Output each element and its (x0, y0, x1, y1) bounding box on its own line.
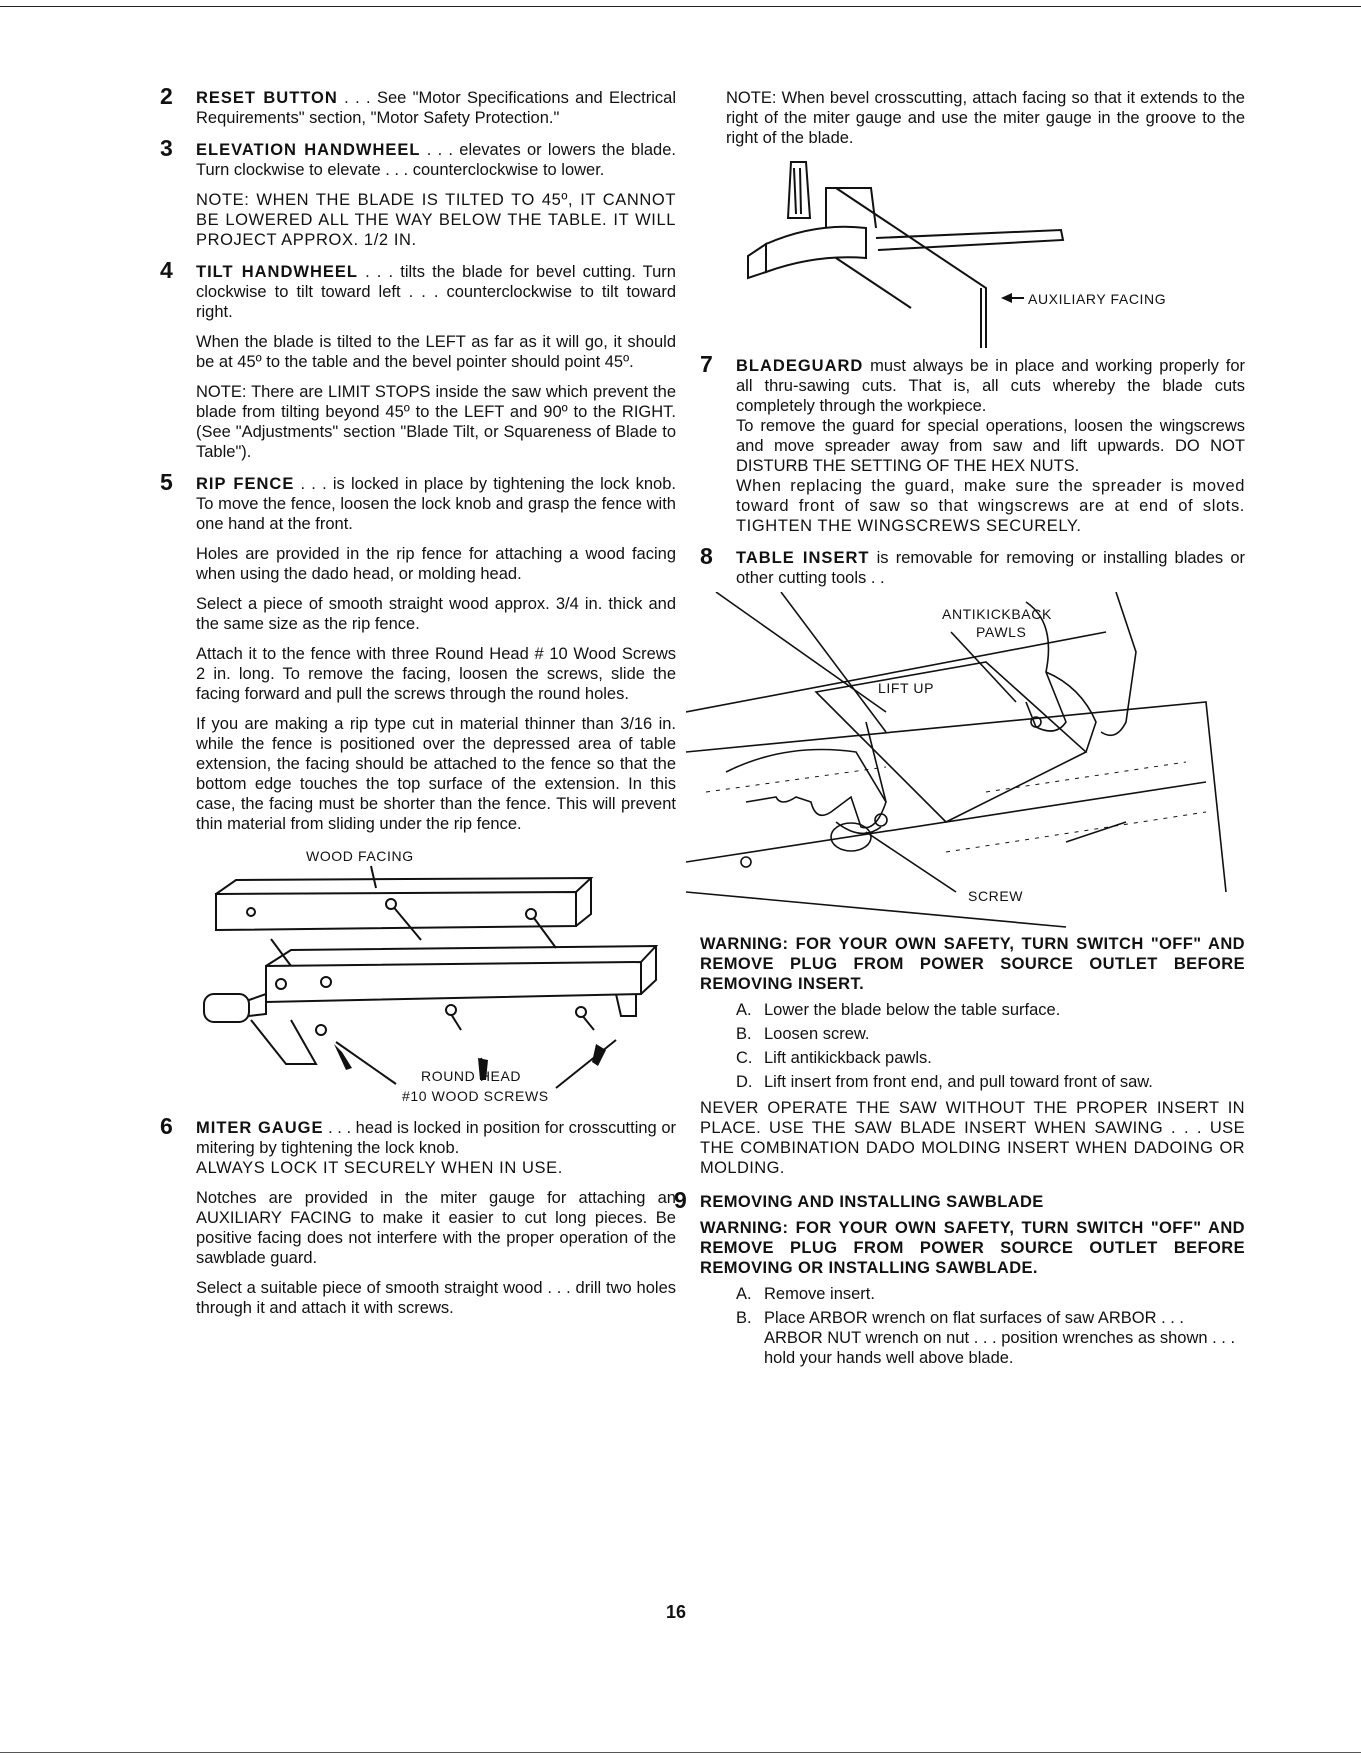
section-number: 4 (160, 257, 173, 283)
bladeguard-paragraph: To remove the guard for special operations, loosen the wingscrews and move spreader away from saw and lift upwards. DO NOT DISTURB THE SETTING OF THE HEX NUTS. (736, 417, 1245, 475)
step-letter: C. (736, 1049, 753, 1067)
round-head-label: ROUND HEAD (421, 1068, 522, 1084)
section-number: 5 (160, 469, 173, 495)
section-table-insert (700, 543, 1245, 588)
top-rule (0, 6, 1361, 7)
insert-steps (700, 1000, 1245, 1092)
sawblade-steps (700, 1284, 1245, 1368)
section-rip-fence (160, 469, 676, 1106)
step-text: Lift antikickback pawls. (764, 1049, 932, 1067)
section-paragraph (736, 548, 1245, 588)
section-heading: REMOVING AND INSTALLING SAWBLADE (700, 1193, 1044, 1211)
never-operate-warning: NEVER OPERATE THE SAW WITHOUT THE PROPER INSERT IN PLACE. USE THE SAW BLADE INSERT WHEN SAWING . . . USE THE COMBINATION DADO MOLDING INSERT WHEN DADOING OR MOLDING. (700, 1099, 1245, 1177)
section-miter-gauge (160, 1113, 676, 1318)
section-reset-button (160, 83, 676, 128)
section-paragraph (196, 1118, 676, 1158)
section-heading: RESET BUTTON (196, 89, 338, 107)
section-heading: ELEVATION HANDWHEEL (196, 141, 421, 159)
bevel-crosscut-note: NOTE: When bevel crosscutting, attach facing so that it extends to the right of the miter gauge and use the miter gauge in the groove to the right of the blade. (726, 89, 1245, 147)
miter-paragraph: Notches are provided in the miter gauge for attaching an AUXILIARY FACING to make it easier to cut long pieces. Be positive facing does not interfere with the proper operation of the sawblade guard. (196, 1189, 676, 1267)
rip-fence-figure (196, 844, 676, 1106)
section-number: 8 (700, 543, 713, 569)
wood-screws-label: #10 WOOD SCREWS (402, 1088, 549, 1104)
step-text: Remove insert. (764, 1285, 875, 1303)
section-body: . . . elevates or lowers the blade. Turn clockwise to elevate . . . counterclockwise to lower. (196, 141, 676, 179)
list-item (736, 1024, 1245, 1044)
section-paragraph (196, 474, 676, 534)
tilt-paragraph: When the blade is tilted to the LEFT as far as it will go, it should be at 45º to the table and the bevel pointer should point 45º. (196, 333, 676, 371)
insert-warning: WARNING: FOR YOUR OWN SAFETY, TURN SWITCH "OFF" AND REMOVE PLUG FROM POWER SOURCE OUTLET BEFORE REMOVING INSERT. (700, 935, 1245, 993)
miter-gauge-illustration (726, 158, 1246, 348)
section-number: 7 (700, 351, 713, 377)
section-body: . . . is locked in place by tightening the lock knob. To move the fence, loosen the lock knob and grasp the fence with one hand at the front. (196, 475, 676, 533)
section-bladeguard (700, 351, 1245, 536)
section-number: 6 (160, 1113, 173, 1139)
section-removing-sawblade (674, 1187, 1245, 1368)
table-insert-figure (686, 592, 1231, 932)
table-insert-illustration (686, 592, 1231, 932)
step-letter: A. (736, 1285, 752, 1303)
section-tilt-handwheel (160, 257, 676, 462)
rip-fence-paragraph: Attach it to the fence with three Round Head # 10 Wood Screws 2 in. long. To remove the facing, loosen the screws, slide the facing forward and pull the screws through the round holes. (196, 645, 676, 703)
right-column (674, 88, 1245, 1380)
section-number: 9 (674, 1187, 687, 1213)
step-text: Place ARBOR wrench on flat surfaces of saw ARBOR . . . ARBOR NUT wrench on nut . . . position wrenches as shown . . . hold your hands well above blade. (764, 1309, 1236, 1367)
section-paragraph (196, 262, 676, 322)
step-text: Lower the blade below the table surface. (764, 1001, 1061, 1019)
list-item (736, 1048, 1245, 1068)
antikickback-label: ANTIKICKBACK (942, 606, 1052, 622)
sawblade-warning: WARNING: FOR YOUR OWN SAFETY, TURN SWITCH "OFF" AND REMOVE PLUG FROM POWER SOURCE OUTLET BEFORE REMOVING OR INSTALLING SAWBLADE. (700, 1219, 1245, 1277)
section-paragraph (196, 140, 676, 180)
pawls-label: PAWLS (976, 624, 1027, 640)
step-letter: B. (736, 1309, 752, 1327)
section-paragraph (736, 356, 1245, 416)
step-letter: B. (736, 1025, 752, 1043)
bottom-rule (0, 1752, 1361, 1753)
section-number: 3 (160, 135, 173, 161)
section-heading: TILT HANDWHEEL (196, 263, 358, 281)
section-heading: TABLE INSERT (736, 549, 870, 567)
miter-gauge-figure (726, 158, 1246, 348)
page-number: 16 (666, 1602, 687, 1622)
rip-fence-paragraph: If you are making a rip type cut in material thinner than 3/16 in. while the fence is positioned over the depressed area of table extension, the facing should be attached to the fence so that the bottom edge touches the top surface of the extension. In this case, the facing must be shorter than the fence. This will prevent thin material from sliding under the rip fence. (196, 715, 676, 833)
section-body: . . . See "Motor Specifications and Electrical Requirements" section, "Motor Safety Protection." (196, 89, 676, 127)
section-number: 2 (160, 83, 173, 109)
step-text: Loosen screw. (764, 1025, 870, 1043)
section-heading: BLADEGUARD (736, 357, 864, 375)
miter-lock-warning: ALWAYS LOCK IT SECURELY WHEN IN USE. (196, 1159, 563, 1177)
left-column (160, 83, 676, 1330)
section-body: must always be in place and working properly for all thru-sawing cuts. That is, all cuts whereby the blade cuts completely through the workpiece. (736, 357, 1245, 415)
section-heading: MITER GAUGE (196, 1119, 324, 1137)
elevation-note: NOTE: WHEN THE BLADE IS TILTED TO 45º, IT CANNOT BE LOWERED ALL THE WAY BELOW THE TABLE. IT WILL PROJECT APPROX. 1/2 IN. (196, 191, 676, 249)
list-item (736, 1284, 1245, 1304)
section-body: . . . tilts the blade for bevel cutting. Turn clockwise to tilt toward left . . . counterclockwise to tilt toward right. (196, 263, 676, 321)
list-item (736, 1000, 1245, 1020)
step-text: Lift insert from front end, and pull toward front of saw. (764, 1073, 1153, 1091)
section-paragraph (196, 88, 676, 128)
wood-facing-label: WOOD FACING (306, 848, 414, 864)
bladeguard-paragraph: When replacing the guard, make sure the spreader is moved toward front of saw so that wingscrews are at end of slots. TIGHTEN THE WINGSCREWS SECURELY. (736, 477, 1245, 535)
section-heading: RIP FENCE (196, 475, 295, 493)
list-item (736, 1072, 1245, 1092)
auxiliary-facing-label: AUXILIARY FACING (1028, 291, 1167, 307)
rip-fence-paragraph: Select a piece of smooth straight wood approx. 3/4 in. thick and the same size as the rip fence. (196, 595, 676, 633)
screw-label: SCREW (968, 888, 1024, 904)
step-letter: A. (736, 1001, 752, 1019)
rip-fence-paragraph: Holes are provided in the rip fence for attaching a wood facing when using the dado head, or molding head. (196, 545, 676, 583)
tilt-note: NOTE: There are LIMIT STOPS inside the saw which prevent the blade from tilting beyond 45º to the LEFT and 90º to the RIGHT. (See "Adjustments" section "Blade Tilt, or Squareness of Blade to Table"). (196, 383, 676, 461)
step-letter: D. (736, 1073, 753, 1091)
miter-paragraph: Select a suitable piece of smooth straight wood . . . drill two holes through it and attach it with screws. (196, 1279, 676, 1317)
list-item (736, 1308, 1245, 1368)
section-body: is removable for removing or installing blades or other cutting tools . . (736, 549, 1245, 587)
lift-up-label: LIFT UP (878, 680, 935, 696)
section-elevation-handwheel (160, 135, 676, 250)
section-body: . . . head is locked in position for crosscutting or mitering by tightening the lock knob. (196, 1119, 676, 1157)
